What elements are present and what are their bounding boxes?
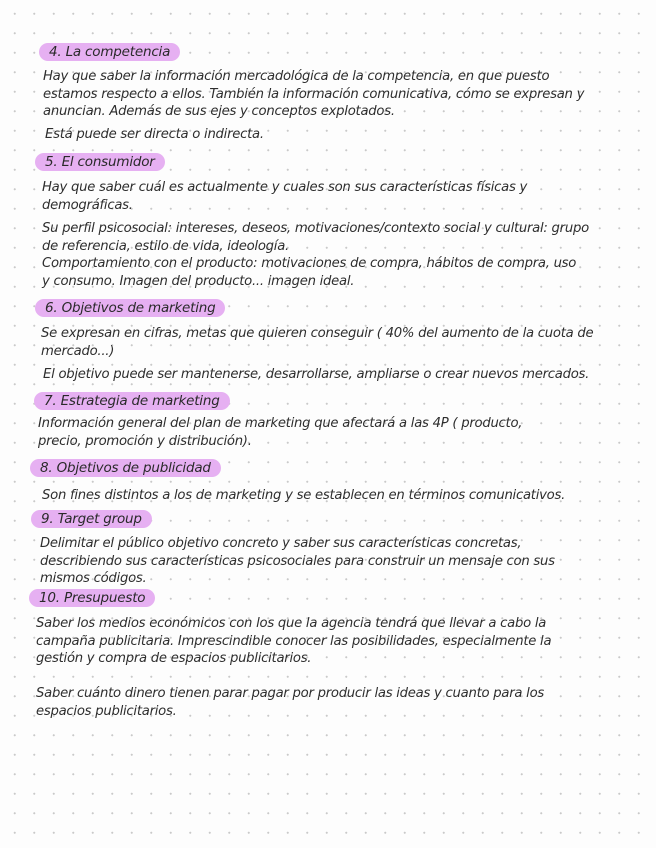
text-line: mismos códigos. [40,571,147,586]
text-line: Está puede ser directa o indirecta. [45,127,264,142]
text-line: y consumo. Imagen del producto... imagen ideal. [42,273,355,289]
text-line: Comportamiento con el producto: motivaciones de compra, hábitos de compra, uso [42,256,577,271]
section-heading-consumidor: 5. El consumidor [35,153,165,171]
section-heading-objetivos-publicidad: 8. Objetivos de publicidad [30,459,221,477]
section-heading-competencia: 4. La competencia [39,43,180,61]
text-line: Su perfil psicosocial: intereses, deseos, motivaciones/contexto social y cultural: grupo [42,221,589,236]
section-paragraph [40,535,555,588]
section-paragraph [43,68,584,121]
text-line: precio, promoción y distribución). [38,433,252,449]
section-paragraph [41,325,593,360]
section-paragraph [43,366,589,384]
text-line: Información general del plan de marketing que afectará a las 4P ( producto, [38,416,523,431]
section-paragraph [45,126,264,144]
text-line: Se expresan en cifras, metas que quieren conseguir ( 40% del aumento de la cuota de [41,326,594,341]
section-paragraph [36,685,544,720]
text-line: estamos respecto a ellos. También la información comunicativa, cómo se expresan y [43,86,585,102]
section-heading-target-group: 9. Target group [31,510,152,528]
text-line: Hay que saber la información mercadológica de la competencia, en que puesto [43,69,550,84]
text-line: Delimitar el público objetivo concreto y saber sus características concretas, [40,536,522,551]
text-line: Hay que saber cuál es actualmente y cuales son sus características físicas y [42,180,528,195]
section-heading-estrategia-marketing: 7. Estrategia de marketing [34,392,230,410]
text-line: anuncian. Además de sus ejes y conceptos explotados. [43,104,395,119]
text-line: gestión y compra de espacios publicitarios. [36,651,312,666]
text-line: describiendo sus características psicosociales para construir un mensaje con sus [40,553,555,569]
text-line: de referencia, estilo de vida, ideología. [42,238,289,254]
text-line: Son fines distintos a los de marketing y se establecen en términos comunicativos. [42,488,566,503]
text-line: El objetivo puede ser mantenerse, desarrollarse, ampliarse o crear nuevos mercados. [43,367,590,382]
text-line: mercado...) [41,343,115,359]
section-paragraph [38,415,522,450]
section-heading-objetivos-marketing: 6. Objetivos de marketing [35,299,225,317]
section-paragraph [42,179,527,214]
section-paragraph [42,220,589,290]
section-heading-presupuesto: 10. Presupuesto [29,589,155,607]
text-line: Saber los medios económicos con los que la agencia tendrá que llevar a cabo la [36,616,547,631]
text-line: campaña publicitaria. Imprescindible conocer las posibilidades, especialmente la [36,633,552,649]
text-line: demográficas. [42,197,133,213]
section-paragraph [36,615,551,668]
text-line: Saber cuánto dinero tienen parar pagar por producir las ideas y cuanto para los [36,686,545,701]
section-paragraph [42,487,565,505]
text-line: espacios publicitarios. [36,703,177,719]
